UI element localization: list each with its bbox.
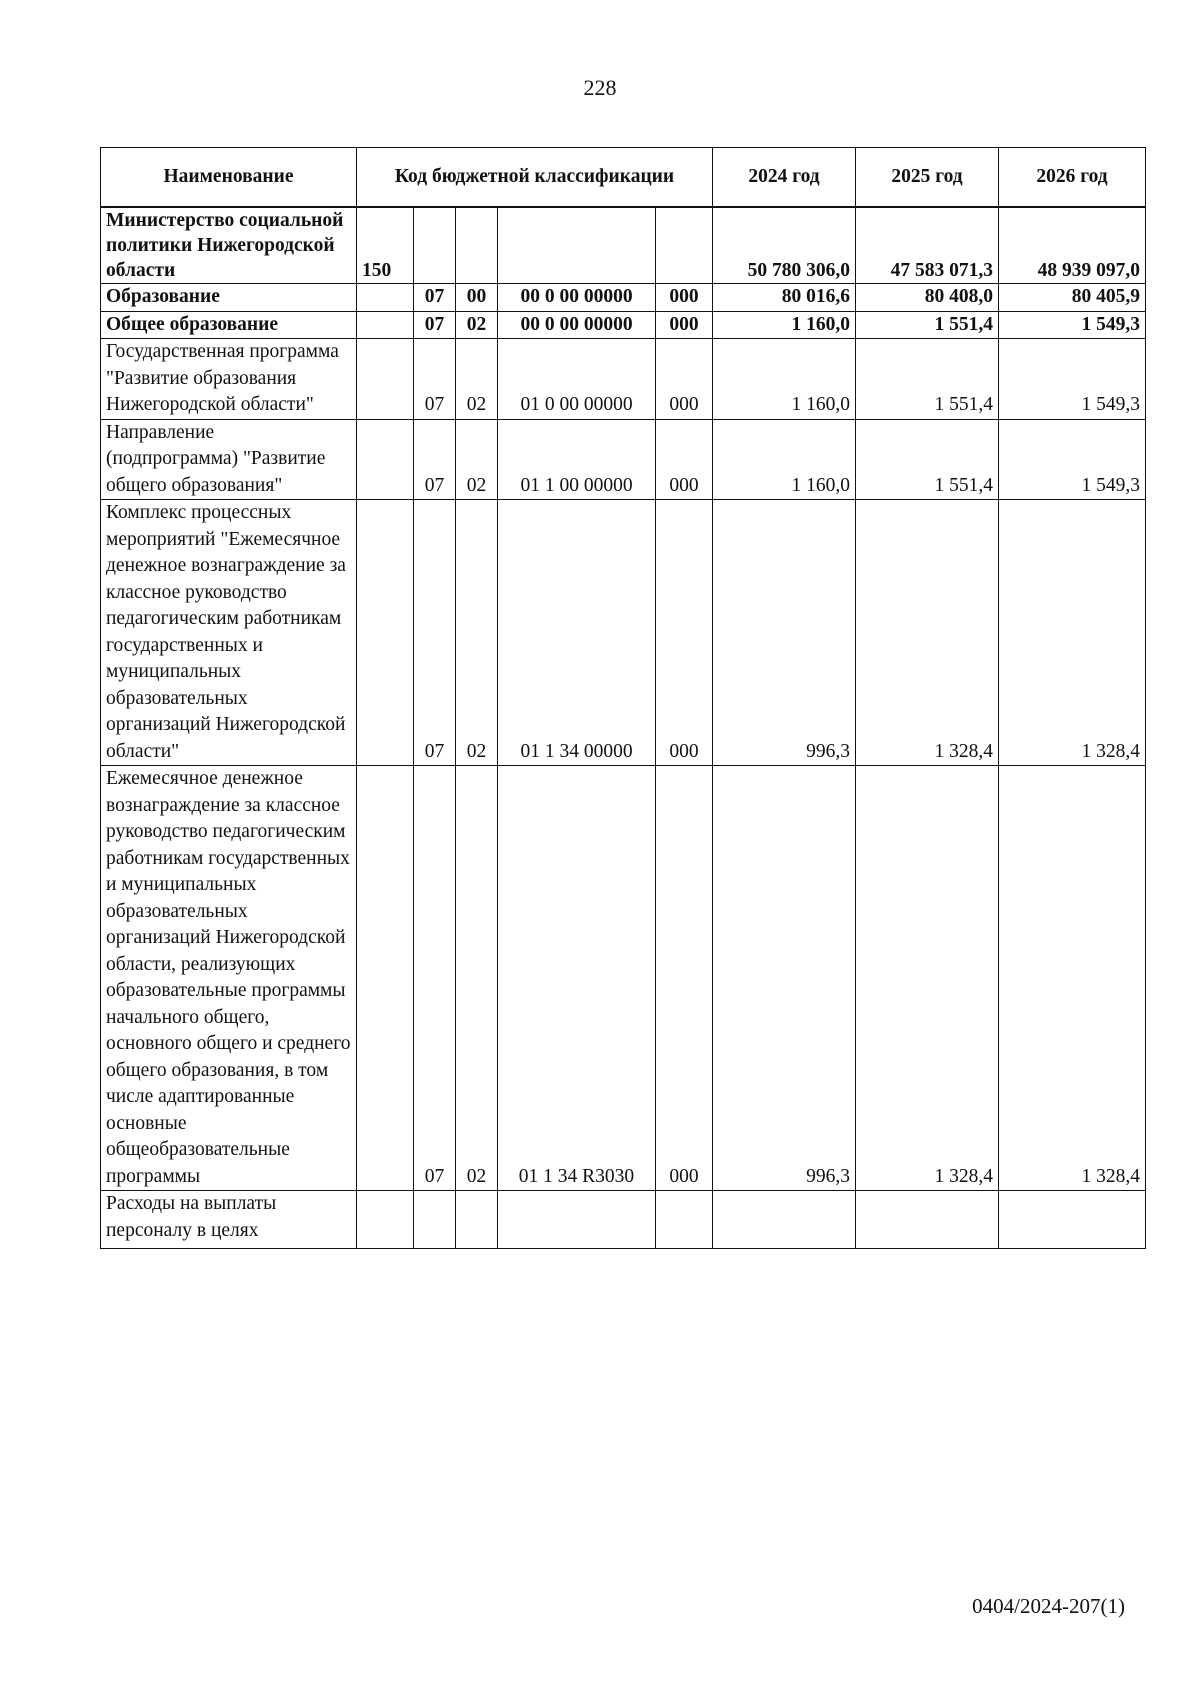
row-2025: 1 551,4 — [856, 311, 999, 339]
row-ved — [357, 419, 414, 500]
row-2024: 1 160,0 — [713, 311, 856, 339]
row-ved — [357, 766, 414, 1191]
row-csr: 00 0 00 00000 — [498, 311, 656, 339]
row-pr: 02 — [456, 419, 498, 500]
table-row — [101, 500, 1146, 766]
row-csr: 01 1 34 00000 — [498, 500, 656, 766]
row-name: Образование — [101, 284, 357, 312]
row-rz — [414, 207, 456, 284]
row-2025: 47 583 071,3 — [856, 207, 999, 284]
row-pr: 02 — [456, 339, 498, 420]
document-code: 0404/2024-207(1) — [972, 1594, 1125, 1618]
row-2026: 48 939 097,0 — [999, 207, 1146, 284]
row-rz: 07 — [414, 766, 456, 1191]
row-rz: 07 — [414, 500, 456, 766]
row-2026: 1 328,4 — [999, 766, 1146, 1191]
row-2025: 1 328,4 — [856, 766, 999, 1191]
row-vr: 000 — [656, 311, 713, 339]
header-row — [101, 148, 1146, 208]
row-2024: 80 016,6 — [713, 284, 856, 312]
row-2026: 1 549,3 — [999, 419, 1146, 500]
row-rz: 07 — [414, 339, 456, 420]
row-name: Ежемесячное денежное вознаграждение за классное руководство педагогическим работникам государственных и муниципальных образовательных организаций Нижегородской области, реализующих образовательные программы начального общего, основного общего и среднего общего образования, в том числе адаптированные основные общеобразовательные программы — [101, 766, 357, 1191]
row-2026 — [999, 1191, 1146, 1249]
row-csr: 01 1 00 00000 — [498, 419, 656, 500]
row-csr — [498, 1191, 656, 1249]
row-pr: 00 — [456, 284, 498, 312]
header-name: Наименование — [101, 148, 357, 208]
row-pr — [456, 207, 498, 284]
header-2026: 2026 год — [999, 148, 1146, 208]
row-2026: 1 549,3 — [999, 311, 1146, 339]
row-rz: 07 — [414, 311, 456, 339]
row-2024: 50 780 306,0 — [713, 207, 856, 284]
table-row — [101, 311, 1146, 339]
header-2024: 2024 год — [713, 148, 856, 208]
row-ved: 150 — [357, 207, 414, 284]
row-2025 — [856, 1191, 999, 1249]
row-ved — [357, 339, 414, 420]
table-row — [101, 284, 1146, 312]
row-2024: 996,3 — [713, 500, 856, 766]
row-ved — [357, 311, 414, 339]
page-number: 228 — [583, 75, 617, 100]
table-row — [101, 339, 1146, 420]
row-name: Расходы на выплаты персоналу в целях — [101, 1191, 357, 1249]
row-2025: 1 551,4 — [856, 419, 999, 500]
header-code: Код бюджетной классификации — [357, 148, 713, 208]
row-name: Министерство социальной политики Нижегородской области — [101, 207, 357, 284]
row-pr: 02 — [456, 500, 498, 766]
row-name: Комплекс процессных мероприятий "Ежемесячное денежное вознаграждение за классное руководство педагогическим работникам государственных и муниципальных образовательных организаций Нижегородской области" — [101, 500, 357, 766]
row-vr: 000 — [656, 284, 713, 312]
row-vr — [656, 207, 713, 284]
row-csr: 01 0 00 00000 — [498, 339, 656, 420]
row-ved — [357, 500, 414, 766]
row-2024: 1 160,0 — [713, 339, 856, 420]
table-row — [101, 419, 1146, 500]
row-2026: 1 328,4 — [999, 500, 1146, 766]
budget-table — [100, 147, 1146, 1249]
row-pr — [456, 1191, 498, 1249]
table-row — [101, 766, 1146, 1191]
row-rz: 07 — [414, 419, 456, 500]
row-pr: 02 — [456, 766, 498, 1191]
row-name: Общее образование — [101, 311, 357, 339]
row-vr: 000 — [656, 766, 713, 1191]
table-row — [101, 1191, 1146, 1249]
row-2024: 1 160,0 — [713, 419, 856, 500]
row-2026: 1 549,3 — [999, 339, 1146, 420]
row-vr: 000 — [656, 339, 713, 420]
row-2025: 1 328,4 — [856, 500, 999, 766]
row-pr: 02 — [456, 311, 498, 339]
row-ved — [357, 1191, 414, 1249]
row-csr — [498, 207, 656, 284]
row-2024: 996,3 — [713, 766, 856, 1191]
row-2025: 80 408,0 — [856, 284, 999, 312]
row-vr — [656, 1191, 713, 1249]
row-vr: 000 — [656, 500, 713, 766]
row-name: Государственная программа "Развитие образования Нижегородской области" — [101, 339, 357, 420]
row-rz: 07 — [414, 284, 456, 312]
row-2026: 80 405,9 — [999, 284, 1146, 312]
row-vr: 000 — [656, 419, 713, 500]
row-csr: 01 1 34 R3030 — [498, 766, 656, 1191]
row-ved — [357, 284, 414, 312]
row-2024 — [713, 1191, 856, 1249]
row-csr: 00 0 00 00000 — [498, 284, 656, 312]
row-2025: 1 551,4 — [856, 339, 999, 420]
row-name: Направление (подпрограмма) "Развитие общего образования" — [101, 419, 357, 500]
header-2025: 2025 год — [856, 148, 999, 208]
table-row — [101, 207, 1146, 284]
row-rz — [414, 1191, 456, 1249]
